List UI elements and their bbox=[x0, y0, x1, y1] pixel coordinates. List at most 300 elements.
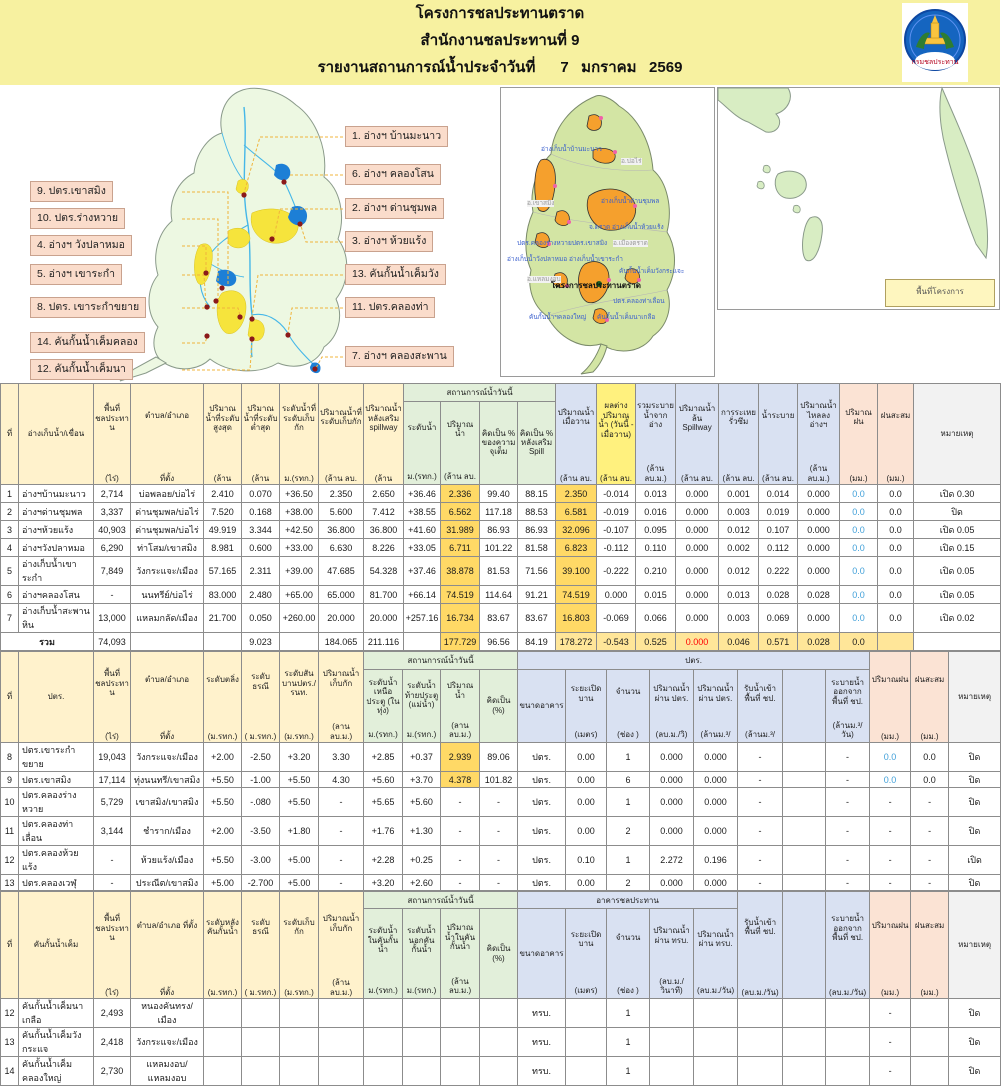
column-header: ปริมาณฝน (มม.) bbox=[870, 892, 911, 999]
column-header: สถานการณ์น้ำวันนี้ bbox=[364, 652, 518, 670]
cell: 0.069 bbox=[759, 604, 798, 633]
column-header: ปริมาณน้ำล้น Spillway (ล้าน ลบ. bbox=[676, 384, 719, 485]
cell: 81.53 bbox=[480, 557, 518, 586]
cell: 3 bbox=[1, 521, 19, 539]
column-header: ตำบล/อำเภอ ที่ตั้ง bbox=[131, 384, 204, 485]
cell: - bbox=[319, 817, 364, 846]
cell: 0.003 bbox=[719, 604, 759, 633]
column-header: รับน้ำเข้าพื้นที่ ชป. (ล้านม.³/ bbox=[738, 669, 783, 742]
map-callout: 3. อ่างฯ ห้วยแร้ง bbox=[345, 231, 433, 252]
cell bbox=[403, 1057, 441, 1086]
column-header: ปตร. bbox=[19, 652, 94, 743]
cell: นนทรีย์/บ่อไร่ bbox=[131, 586, 204, 604]
cell: +41.60 bbox=[404, 521, 441, 539]
map-callout: 14. คันกั้นน้ำเค็มคลอง bbox=[30, 332, 145, 353]
cell: 0.0 bbox=[840, 521, 878, 539]
cell bbox=[783, 846, 826, 875]
cell bbox=[738, 999, 783, 1028]
cell: 2,493 bbox=[94, 999, 131, 1028]
cell: ห้วยแร้ง/เมือง bbox=[131, 846, 204, 875]
column-header: ปริมาณน้ำผ่าน ทรบ. (ลบ.ม./วินาที) bbox=[650, 909, 694, 999]
cell: 2.410 bbox=[204, 485, 242, 503]
cell bbox=[566, 999, 607, 1028]
cell: 1 bbox=[607, 743, 650, 772]
cell: +66.14 bbox=[404, 586, 441, 604]
rid-logo bbox=[902, 3, 968, 82]
cell: วังกระแจะ/เมือง bbox=[131, 557, 204, 586]
column-header: คิดเป็น (%) bbox=[480, 909, 518, 999]
column-header: ปริมาณน้ำ (ล้าน ลบ. bbox=[441, 401, 480, 484]
cell: ปิด bbox=[949, 817, 1001, 846]
cell: +1.76 bbox=[364, 817, 403, 846]
cell: 0.000 bbox=[676, 633, 719, 651]
cell: 0.0 bbox=[878, 503, 914, 521]
map-callout: 1. อ่างฯ บ้านมะนาว bbox=[345, 126, 448, 147]
column-header: สถานการณ์น้ำวันนี้ bbox=[364, 892, 518, 909]
column-header: น้ำระบาย (ล้าน ลบ. bbox=[759, 384, 798, 485]
cell: - bbox=[480, 788, 518, 817]
cell: 19,043 bbox=[94, 743, 131, 772]
cell: +0.25 bbox=[403, 846, 441, 875]
cell: ปตร.เขาสมิง bbox=[19, 772, 94, 788]
cell: 1 bbox=[607, 999, 650, 1028]
cell: 4 bbox=[1, 539, 19, 557]
cell: ทรบ. bbox=[518, 1028, 566, 1057]
cell bbox=[441, 1028, 480, 1057]
cell: 0.525 bbox=[636, 633, 676, 651]
cell: 0.110 bbox=[636, 539, 676, 557]
cell: ด่านชุมพล/บ่อไร่ bbox=[131, 521, 204, 539]
cell: 81.700 bbox=[364, 586, 404, 604]
cell: 7,849 bbox=[94, 557, 131, 586]
cell: 9 bbox=[1, 772, 19, 788]
cell: 0.00 bbox=[566, 875, 607, 891]
cell: 49.919 bbox=[204, 521, 242, 539]
cell: เขาสมิง/เขาสมิง bbox=[131, 788, 204, 817]
cell: - bbox=[480, 846, 518, 875]
column-header: ขนาดอาคาร bbox=[518, 909, 566, 999]
cell: 17,114 bbox=[94, 772, 131, 788]
cell: 0.00 bbox=[566, 788, 607, 817]
cell bbox=[319, 1057, 364, 1086]
map-label: ปตร.คลองท่าเลื่อน bbox=[613, 298, 665, 305]
cell: - bbox=[738, 743, 783, 772]
svg-text:กรมชลประทาน: กรมชลประทาน bbox=[911, 59, 959, 66]
column-header: ฝนสะสม (มม.) bbox=[911, 892, 949, 999]
cell bbox=[242, 1057, 280, 1086]
cell: 0.168 bbox=[242, 503, 280, 521]
cell: 0.046 bbox=[719, 633, 759, 651]
cell: 0.013 bbox=[636, 485, 676, 503]
cell: 0.196 bbox=[694, 846, 738, 875]
report-header bbox=[0, 0, 1000, 85]
table-row bbox=[1, 557, 1001, 586]
cell: 0.0 bbox=[911, 772, 949, 788]
table-row bbox=[1, 788, 1001, 817]
cell: - bbox=[738, 817, 783, 846]
cell: 7.520 bbox=[204, 503, 242, 521]
cell: เปิด 0.02 bbox=[914, 604, 1001, 633]
column-header: ตำบล/อำเภอ ที่ตั้ง bbox=[131, 652, 204, 743]
cell: 74.519 bbox=[441, 586, 480, 604]
cell: 1 bbox=[607, 1028, 650, 1057]
cell: 0.0 bbox=[878, 521, 914, 539]
cell: +2.28 bbox=[364, 846, 403, 875]
cell: 178.272 bbox=[556, 633, 597, 651]
column-header: ระดับน้ำ ม.(รทก.) bbox=[404, 401, 441, 484]
cell: 0.001 bbox=[719, 485, 759, 503]
cell: +42.50 bbox=[280, 521, 319, 539]
cell bbox=[694, 1028, 738, 1057]
cell bbox=[404, 633, 441, 651]
column-header: คันกั้นน้ำเค็ม bbox=[19, 892, 94, 999]
cell: 5.600 bbox=[319, 503, 364, 521]
cell: 8.981 bbox=[204, 539, 242, 557]
cell: 6.562 bbox=[441, 503, 480, 521]
cell: 2.272 bbox=[650, 846, 694, 875]
cell bbox=[242, 1028, 280, 1057]
cell: +37.46 bbox=[404, 557, 441, 586]
map-callout: 11. ปตร.คลองท่า bbox=[345, 297, 435, 318]
map-callout: 2. อ่างฯ ด่านชุมพล bbox=[345, 198, 444, 219]
column-header: ระบายน้ำออกจากพื้นที่ ชป. (ลบ.ม./วัน) bbox=[826, 892, 870, 999]
project-title: โครงการชลประทานตราด bbox=[415, 5, 585, 22]
cell: 0.000 bbox=[650, 743, 694, 772]
cell: +5.65 bbox=[364, 788, 403, 817]
watershed-map bbox=[0, 85, 500, 383]
column-header: ปริมาณน้ำที่ระดับต่ำสุด (ล้าน bbox=[242, 384, 280, 485]
column-header bbox=[783, 669, 826, 742]
cell: -2.700 bbox=[242, 875, 280, 891]
cell: - bbox=[870, 999, 911, 1028]
cell: 101.22 bbox=[480, 539, 518, 557]
cell: - bbox=[826, 788, 870, 817]
column-header: จำนวน (ช่อง ) bbox=[607, 909, 650, 999]
cell: ชำราก/เมือง bbox=[131, 817, 204, 846]
cell: - bbox=[826, 743, 870, 772]
cell: 57.165 bbox=[204, 557, 242, 586]
cell: 91.21 bbox=[518, 586, 556, 604]
cell: ปตร.คลองห้วยแร้ง bbox=[19, 846, 94, 875]
cell: 0.0 bbox=[840, 633, 878, 651]
table-row bbox=[1, 539, 1001, 557]
cell: - bbox=[870, 788, 911, 817]
office-title: สำนักงานชลประทานที่ 9 bbox=[420, 32, 580, 49]
cell: 0.002 bbox=[719, 539, 759, 557]
cell: ประณีต/เขาสมิง bbox=[131, 875, 204, 891]
cell bbox=[566, 1057, 607, 1086]
cell: ด่านชุมพล/บ่อไร่ bbox=[131, 503, 204, 521]
cell bbox=[204, 1057, 242, 1086]
cell: 32.096 bbox=[556, 521, 597, 539]
cell: คันกั้นน้ำเค็มวังกระแจ bbox=[19, 1028, 94, 1057]
cell: -1.00 bbox=[242, 772, 280, 788]
cell bbox=[783, 1028, 826, 1057]
map-label: จ.ตราด อ่างเก็บน้ำห้วยแร้ง bbox=[589, 224, 664, 231]
table-row bbox=[1, 503, 1001, 521]
cell: 2,730 bbox=[94, 1057, 131, 1086]
column-header: ระดับน้ำท้ายประตู (แม่น้ำ) ม.(รทก.) bbox=[403, 669, 441, 742]
cell: 65.000 bbox=[319, 586, 364, 604]
cell: 2 bbox=[1, 503, 19, 521]
column-header: ระดับตลิ่ง (ม.รทก.) bbox=[204, 652, 242, 743]
cell: - bbox=[94, 586, 131, 604]
cell: 0.000 bbox=[798, 485, 840, 503]
cell: ทรบ. bbox=[518, 1057, 566, 1086]
cell: อ่างฯบ้านมะนาว bbox=[19, 485, 94, 503]
column-header: คิดเป็น (%) bbox=[480, 669, 518, 742]
column-header: ระดับธรณี ( ม.รทก.) bbox=[242, 652, 280, 743]
cell: - bbox=[441, 817, 480, 846]
column-header: ตำบล/อำเภอ ที่ตั้ง ที่ตั้ง bbox=[131, 892, 204, 999]
cell: 0.000 bbox=[650, 772, 694, 788]
cell: +5.00 bbox=[280, 875, 319, 891]
column-header: ปริมาณน้ำที่ระดับสูงสุด (ล้าน bbox=[204, 384, 242, 485]
cell: 2,714 bbox=[94, 485, 131, 503]
cell: 6.630 bbox=[319, 539, 364, 557]
cell bbox=[783, 743, 826, 772]
cell bbox=[441, 999, 480, 1028]
cell: ปตร. bbox=[518, 817, 566, 846]
cell: 0.014 bbox=[759, 485, 798, 503]
cell: 2.350 bbox=[556, 485, 597, 503]
cell: - bbox=[870, 1028, 911, 1057]
cell: 40,903 bbox=[94, 521, 131, 539]
cell: - bbox=[738, 875, 783, 891]
cell: 6 bbox=[607, 772, 650, 788]
table-row bbox=[1, 999, 1001, 1028]
table-row bbox=[1, 521, 1001, 539]
cell: - bbox=[826, 817, 870, 846]
cell bbox=[783, 772, 826, 788]
column-header: ระยะเปิด บาน (เมตร) bbox=[566, 669, 607, 742]
cell: 0.0 bbox=[878, 586, 914, 604]
cell: 2.336 bbox=[441, 485, 480, 503]
map-label: คันกั้นน้ำเค็มนาเกลือ bbox=[597, 314, 656, 321]
cell bbox=[204, 633, 242, 651]
cell: 31.989 bbox=[441, 521, 480, 539]
cell: ปิด bbox=[949, 788, 1001, 817]
column-header: สถานการณ์น้ำวันนี้ bbox=[404, 384, 556, 402]
cell: 0.600 bbox=[242, 539, 280, 557]
cell: 14 bbox=[1, 1057, 19, 1086]
cell: -3.00 bbox=[242, 846, 280, 875]
cell: 2,418 bbox=[94, 1028, 131, 1057]
cell: 12 bbox=[1, 999, 19, 1028]
cell: 0.0 bbox=[870, 772, 911, 788]
cell: +5.50 bbox=[280, 788, 319, 817]
cell: 0.0 bbox=[878, 557, 914, 586]
cell: 2.939 bbox=[441, 743, 480, 772]
cell: 1 bbox=[1, 485, 19, 503]
cell: 86.93 bbox=[518, 521, 556, 539]
cell: 13 bbox=[1, 1028, 19, 1057]
cell: 0.222 bbox=[759, 557, 798, 586]
cell: 74.519 bbox=[556, 586, 597, 604]
map-label: อ่างเก็บน้ำวังปลาหมอ อ่างเก็บน้ำเขาระกำ bbox=[507, 256, 623, 263]
cell: - bbox=[911, 788, 949, 817]
cell: +1.80 bbox=[280, 817, 319, 846]
cell bbox=[280, 999, 319, 1028]
table-row bbox=[1, 1057, 1001, 1086]
cell: 1 bbox=[607, 846, 650, 875]
table-row bbox=[1, 817, 1001, 846]
map-label: อ.บ่อไร่ bbox=[621, 158, 642, 165]
cell: 0.210 bbox=[636, 557, 676, 586]
column-header: ระบายน้ำออกจากพื้นที่ ชป. (ล้านม.³/วัน) bbox=[826, 669, 870, 742]
cell: 0.00 bbox=[566, 772, 607, 788]
cell: +39.00 bbox=[280, 557, 319, 586]
cell: - bbox=[94, 846, 131, 875]
cell: +38.55 bbox=[404, 503, 441, 521]
table-row bbox=[1, 846, 1001, 875]
column-header: ปริมาณน้ำที่ระดับเก็บกัก (ล้าน ลบ. bbox=[319, 384, 364, 485]
cell bbox=[878, 633, 914, 651]
cell: +3.70 bbox=[403, 772, 441, 788]
cell: 8 bbox=[1, 743, 19, 772]
column-header: ระดับน้ำที่ระดับเก็บกัก ม.(รทก.) bbox=[280, 384, 319, 485]
column-header: รวมระบายน้ำจากอ่าง (ล้าน ลบ.ม.) bbox=[636, 384, 676, 485]
cell: +33.05 bbox=[404, 539, 441, 557]
cell: 6.711 bbox=[441, 539, 480, 557]
cell bbox=[441, 1057, 480, 1086]
cell: 2.350 bbox=[319, 485, 364, 503]
cell: +260.00 bbox=[280, 604, 319, 633]
cell: 0.000 bbox=[650, 875, 694, 891]
cell bbox=[783, 875, 826, 891]
map-callout: 12. คันกั้นน้ำเค็มนา bbox=[30, 359, 133, 380]
cell: 0.028 bbox=[798, 633, 840, 651]
cell bbox=[911, 999, 949, 1028]
cell bbox=[694, 1057, 738, 1086]
column-header: หมายเหตุ bbox=[914, 384, 1001, 485]
cell: ปิด bbox=[949, 999, 1001, 1028]
table-row bbox=[1, 485, 1001, 503]
cell: +2.00 bbox=[204, 743, 242, 772]
cell bbox=[783, 1057, 826, 1086]
cell: 81.58 bbox=[518, 539, 556, 557]
cell: 0.000 bbox=[597, 586, 636, 604]
cell: อ่างเก็บน้ำสะพานหิน bbox=[19, 604, 94, 633]
cell: 88.53 bbox=[518, 503, 556, 521]
column-header: ปริมาณน้ำเมื่อวาน (ล้าน ลบ. bbox=[556, 384, 597, 485]
cell: -0.543 bbox=[597, 633, 636, 651]
cell: 0.10 bbox=[566, 846, 607, 875]
cell: ปิด bbox=[949, 743, 1001, 772]
cell: อ่างฯด่านชุมพล bbox=[19, 503, 94, 521]
cell: ปิด bbox=[949, 1057, 1001, 1086]
column-header: ระดับน้ำเหนือประตู (ในทุ่ง) ม.(รทก.) bbox=[364, 669, 403, 742]
cell bbox=[364, 1028, 403, 1057]
cell: 0.571 bbox=[759, 633, 798, 651]
map-callout: 9. ปตร.เขาสมิง bbox=[30, 181, 113, 202]
cell: ปิด bbox=[949, 1028, 1001, 1057]
cell: ทุ่งนนทรี/เขาสมิง bbox=[131, 772, 204, 788]
islands-map bbox=[717, 87, 1000, 310]
cell: 0.028 bbox=[759, 586, 798, 604]
cell: 0.095 bbox=[636, 521, 676, 539]
cell: 0.000 bbox=[798, 503, 840, 521]
map-label: คันกั้นน้ำเค็มวังกระแจะ bbox=[619, 268, 685, 275]
cell: 3.344 bbox=[242, 521, 280, 539]
cell: 2.480 bbox=[242, 586, 280, 604]
cell: แหลมงอบ/แหลมงอบ bbox=[131, 1057, 204, 1086]
cell: 2 bbox=[607, 875, 650, 891]
cell: หนองคันทรง/เมือง bbox=[131, 999, 204, 1028]
column-header bbox=[783, 892, 826, 999]
cell: - bbox=[870, 817, 911, 846]
cell: 83.67 bbox=[480, 604, 518, 633]
column-header: ขนาดอาคาร bbox=[518, 669, 566, 742]
cell: 0.000 bbox=[694, 743, 738, 772]
cell: 16.803 bbox=[556, 604, 597, 633]
column-header: ระดับน้ำนอกคันกั้นน้ำ ม.(รทก.) bbox=[403, 909, 441, 999]
cell: ปตร. bbox=[518, 846, 566, 875]
cell: เปิด 0.05 bbox=[914, 557, 1001, 586]
column-header: ปริมาณฝน (มม.) bbox=[870, 652, 911, 743]
cell: 36.800 bbox=[319, 521, 364, 539]
cell: +257.16 bbox=[404, 604, 441, 633]
cell: วังกระแจะ/เมือง bbox=[131, 1028, 204, 1057]
cell bbox=[566, 1028, 607, 1057]
cell: เปิด 0.05 bbox=[914, 586, 1001, 604]
cell: 7.412 bbox=[364, 503, 404, 521]
islands-map-graphic bbox=[718, 88, 997, 307]
cell: 71.56 bbox=[518, 557, 556, 586]
cell: 0.000 bbox=[694, 772, 738, 788]
cell: 0.000 bbox=[650, 817, 694, 846]
column-header: ที่ bbox=[1, 384, 19, 485]
cell: 0.000 bbox=[694, 875, 738, 891]
cell bbox=[280, 1057, 319, 1086]
cell bbox=[738, 1028, 783, 1057]
table-row bbox=[1, 1028, 1001, 1057]
cell: 0.107 bbox=[759, 521, 798, 539]
cell: 0.000 bbox=[676, 521, 719, 539]
map-label: คันกั้นน้ำฯคลองใหญ่ bbox=[529, 314, 587, 321]
cell: 1 bbox=[607, 788, 650, 817]
cell: 8.226 bbox=[364, 539, 404, 557]
dike-table-container bbox=[0, 891, 1000, 1086]
cell bbox=[204, 1028, 242, 1057]
cell: เปิด bbox=[949, 846, 1001, 875]
cell bbox=[738, 1057, 783, 1086]
cell: 184.065 bbox=[319, 633, 364, 651]
table-row bbox=[1, 586, 1001, 604]
cell: 0.0 bbox=[840, 503, 878, 521]
map-callout: 6. อ่างฯ คลองโสน bbox=[345, 164, 441, 185]
map-callout: 13. คันกั้นน้ำเค็มวัง bbox=[345, 264, 446, 285]
cell: 0.013 bbox=[719, 586, 759, 604]
column-header: ที่ bbox=[1, 652, 19, 743]
cell: - bbox=[441, 875, 480, 891]
cell: 0.012 bbox=[719, 557, 759, 586]
cell: 2.650 bbox=[364, 485, 404, 503]
cell: ปิด bbox=[949, 772, 1001, 788]
cell bbox=[826, 999, 870, 1028]
cell: - bbox=[826, 846, 870, 875]
cell: อ่างฯห้วยแร้ง bbox=[19, 521, 94, 539]
cell: 0.0 bbox=[840, 604, 878, 633]
cell bbox=[364, 999, 403, 1028]
cell: 0.000 bbox=[676, 586, 719, 604]
map-label: โครงการชลประทานตราด bbox=[551, 281, 641, 290]
table-row bbox=[1, 633, 1001, 651]
table-row bbox=[1, 772, 1001, 788]
cell: +65.00 bbox=[280, 586, 319, 604]
cell: รวม bbox=[1, 633, 94, 651]
cell: +2.00 bbox=[204, 817, 242, 846]
